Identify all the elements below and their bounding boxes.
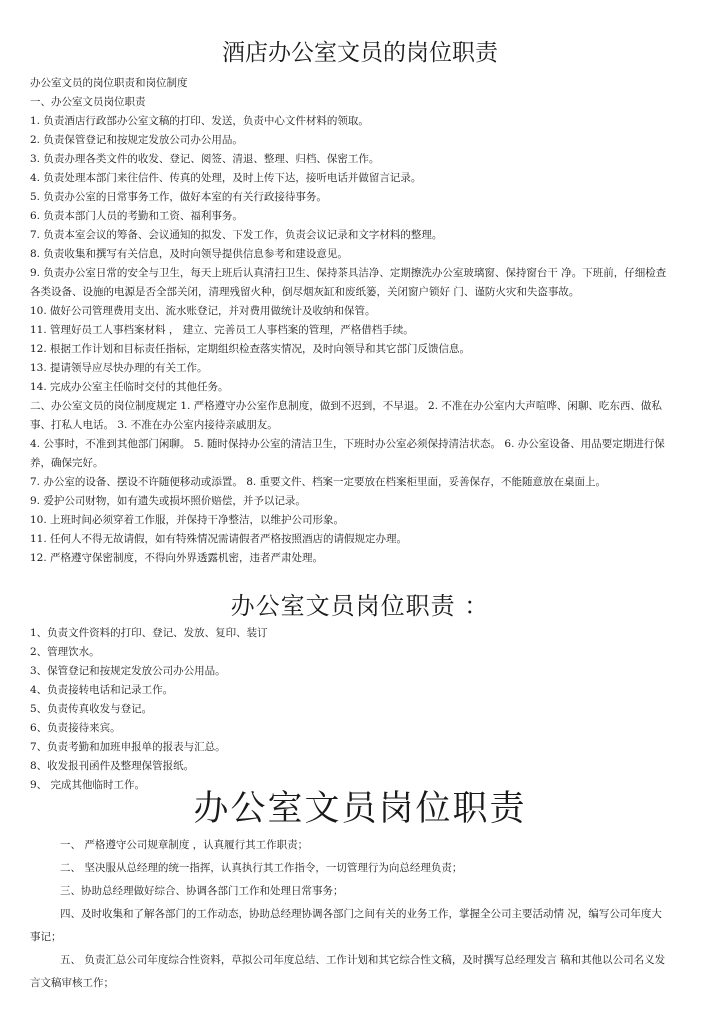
list-item: 4. 公事时，不准到其他部门闲聊。 5. 随时保持办公室的清洁卫生，下班时办公室必须保持清洁状态。 6. 办公室设备、用品要定期进行保养，确保完好。 (30, 438, 665, 469)
list-item: 7. 办公室的设备、摆设不许随便移动或添置。 8. 重要文件、档案一定要放在档案柜里面，妥善保存，不能随意放在桌面上。 (30, 476, 607, 488)
list-item: 8、收发报刊函件及整理保管报纸。 (30, 760, 195, 772)
list-item: 5. 负责办公室的日常事务工作，做好本室的有关行政接待事务。 (30, 191, 327, 203)
list-item: 四、及时收集和了解各部门的工作动态，协助总经理协调各部门之间有关的业务工作，掌握全公司主要活动情 况，编写公司年度大事记； (30, 908, 662, 943)
list-item: 14. 完成办公室主任临时交付的其他任务。 (30, 381, 229, 393)
section-title-clerk-duties: 办公室文员岗位职责 ： (230, 592, 490, 620)
list-item: 1. 负责酒店行政部办公室文稿的打印、发送，负责中心文件材料的领取。 (30, 115, 369, 127)
section-hotel-clerk (30, 74, 670, 568)
list-item: 10. 做好公司管理费用支出、流水账登记，并对费用做统计及收纳和保管。 (30, 305, 376, 317)
list-item: 2. 负责保管登记和按规定发放公司办公用品。 (30, 134, 243, 146)
list-item: 3、保管登记和按规定发放公司办公用品。 (30, 665, 226, 677)
list-item: 二、 坚决服从总经理的统一指挥，认真执行其工作指令，一切管理行为向总经理负责； (60, 862, 463, 874)
list-item: 7、负责考勤和加班申报单的报表与汇总。 (30, 741, 226, 753)
list-item: 12. 根据工作计划和目标责任指标，定期组织检查落实情况，及时向领导和其它部门反馈信息。 (30, 343, 471, 355)
list-item: 6、负责接待来宾。 (30, 722, 121, 734)
main-title: 酒店办公室文员的岗位职责 (222, 40, 498, 66)
list-item: 13. 提请领导应尽快办理的有关工作。 (30, 362, 208, 374)
paragraph: 办公室文员的岗位职责和岗位制度 (30, 77, 188, 89)
list-item: 5、负责传真收发与登记。 (30, 703, 153, 715)
list-item: 10. 上班时间必须穿着工作服，并保持干净整洁，以维护公司形象。 (30, 514, 345, 526)
list-item: 1、负责文件资料的打印、登记、发放、复印、装订 (30, 627, 268, 639)
paragraph: 一、办公室文员岗位职责 (30, 96, 146, 108)
list-item: 8. 负责收集和撰写有关信息，及时向领导提供信息参考和建设意见。 (30, 248, 348, 260)
list-item: 3. 负责办理各类文件的收发、登记、阅签、清退、整理、归档、保密工作。 (30, 153, 380, 165)
list-item: 11. 任何人不得无故请假，如有特殊情况需请假者严格按照酒店的请假规定办理。 (30, 533, 408, 545)
list-item: 9、 完成其他临时工作。 (30, 779, 146, 791)
section-clerk-duties-detailed (30, 834, 670, 995)
list-item: 2、管理饮水。 (30, 646, 100, 658)
list-item: 五、 负责汇总公司年度综合性资料，草拟公司年度总结、工作计划和其它综合性文稿，及时撰写总经理发言 稿和其他以公司名义发言文稿审核工作； (30, 954, 666, 989)
list-item: 9. 爱护公司财物，如有遗失或损坏照价赔偿，并予以记录。 (30, 495, 306, 507)
list-item: 一、 严格遵守公司规章制度 ，认真履行其工作职责； (60, 839, 309, 851)
list-item: 12. 严格遵守保密制度，不得向外界透露机密，违者严肃处理。 (30, 552, 324, 564)
list-item: 6. 负责本部门人员的考勤和工资、福利事务。 (30, 210, 243, 222)
list-item: 4、负责接转电话和记录工作。 (30, 684, 174, 696)
list-item: 9. 负责办公室日常的安全与卫生，每天上班后认真清扫卫生、保持茶具洁净、定期擦洗办公室玻璃窗、保持窗台干 净。下班前，仔细检查各类设备、设施的电源是否全部关闭，清理残留火种，倒尽烟灰缸和废纸篓，关闭窗户锁好 门、谨防火灾和失盗事故。 (30, 267, 667, 298)
list-item: 三、协助总经理做好综合、协调各部门工作和处理日常事务； (60, 885, 344, 897)
section-title-clerk-duties-large: 办公室文员岗位职责 (193, 789, 527, 829)
list-item: 二、办公室文员的岗位制度规定 1. 严格遵守办公室作息制度，做到不迟到，不早退。 2. 不准在办公室内大声喧哗、闲聊、吃东西、做私事、打私人电话。 3. 不准在办公室内接待亲戚朋友。 (30, 400, 662, 431)
list-item: 7. 负责本室会议的筹备、会议通知的拟发、下发工作，负责会议记录和文字材料的整理。 (30, 229, 443, 241)
list-item: 11. 管理好员工人事档案材料 ， 建立、完善员工人事档案的管理，严格借档手续。 (30, 324, 414, 336)
section-clerk-duties (30, 624, 670, 795)
list-item: 4. 负责处理本部门来往信件、传真的处理，及时上传下达，接听电话并做留言记录。 (30, 172, 422, 184)
